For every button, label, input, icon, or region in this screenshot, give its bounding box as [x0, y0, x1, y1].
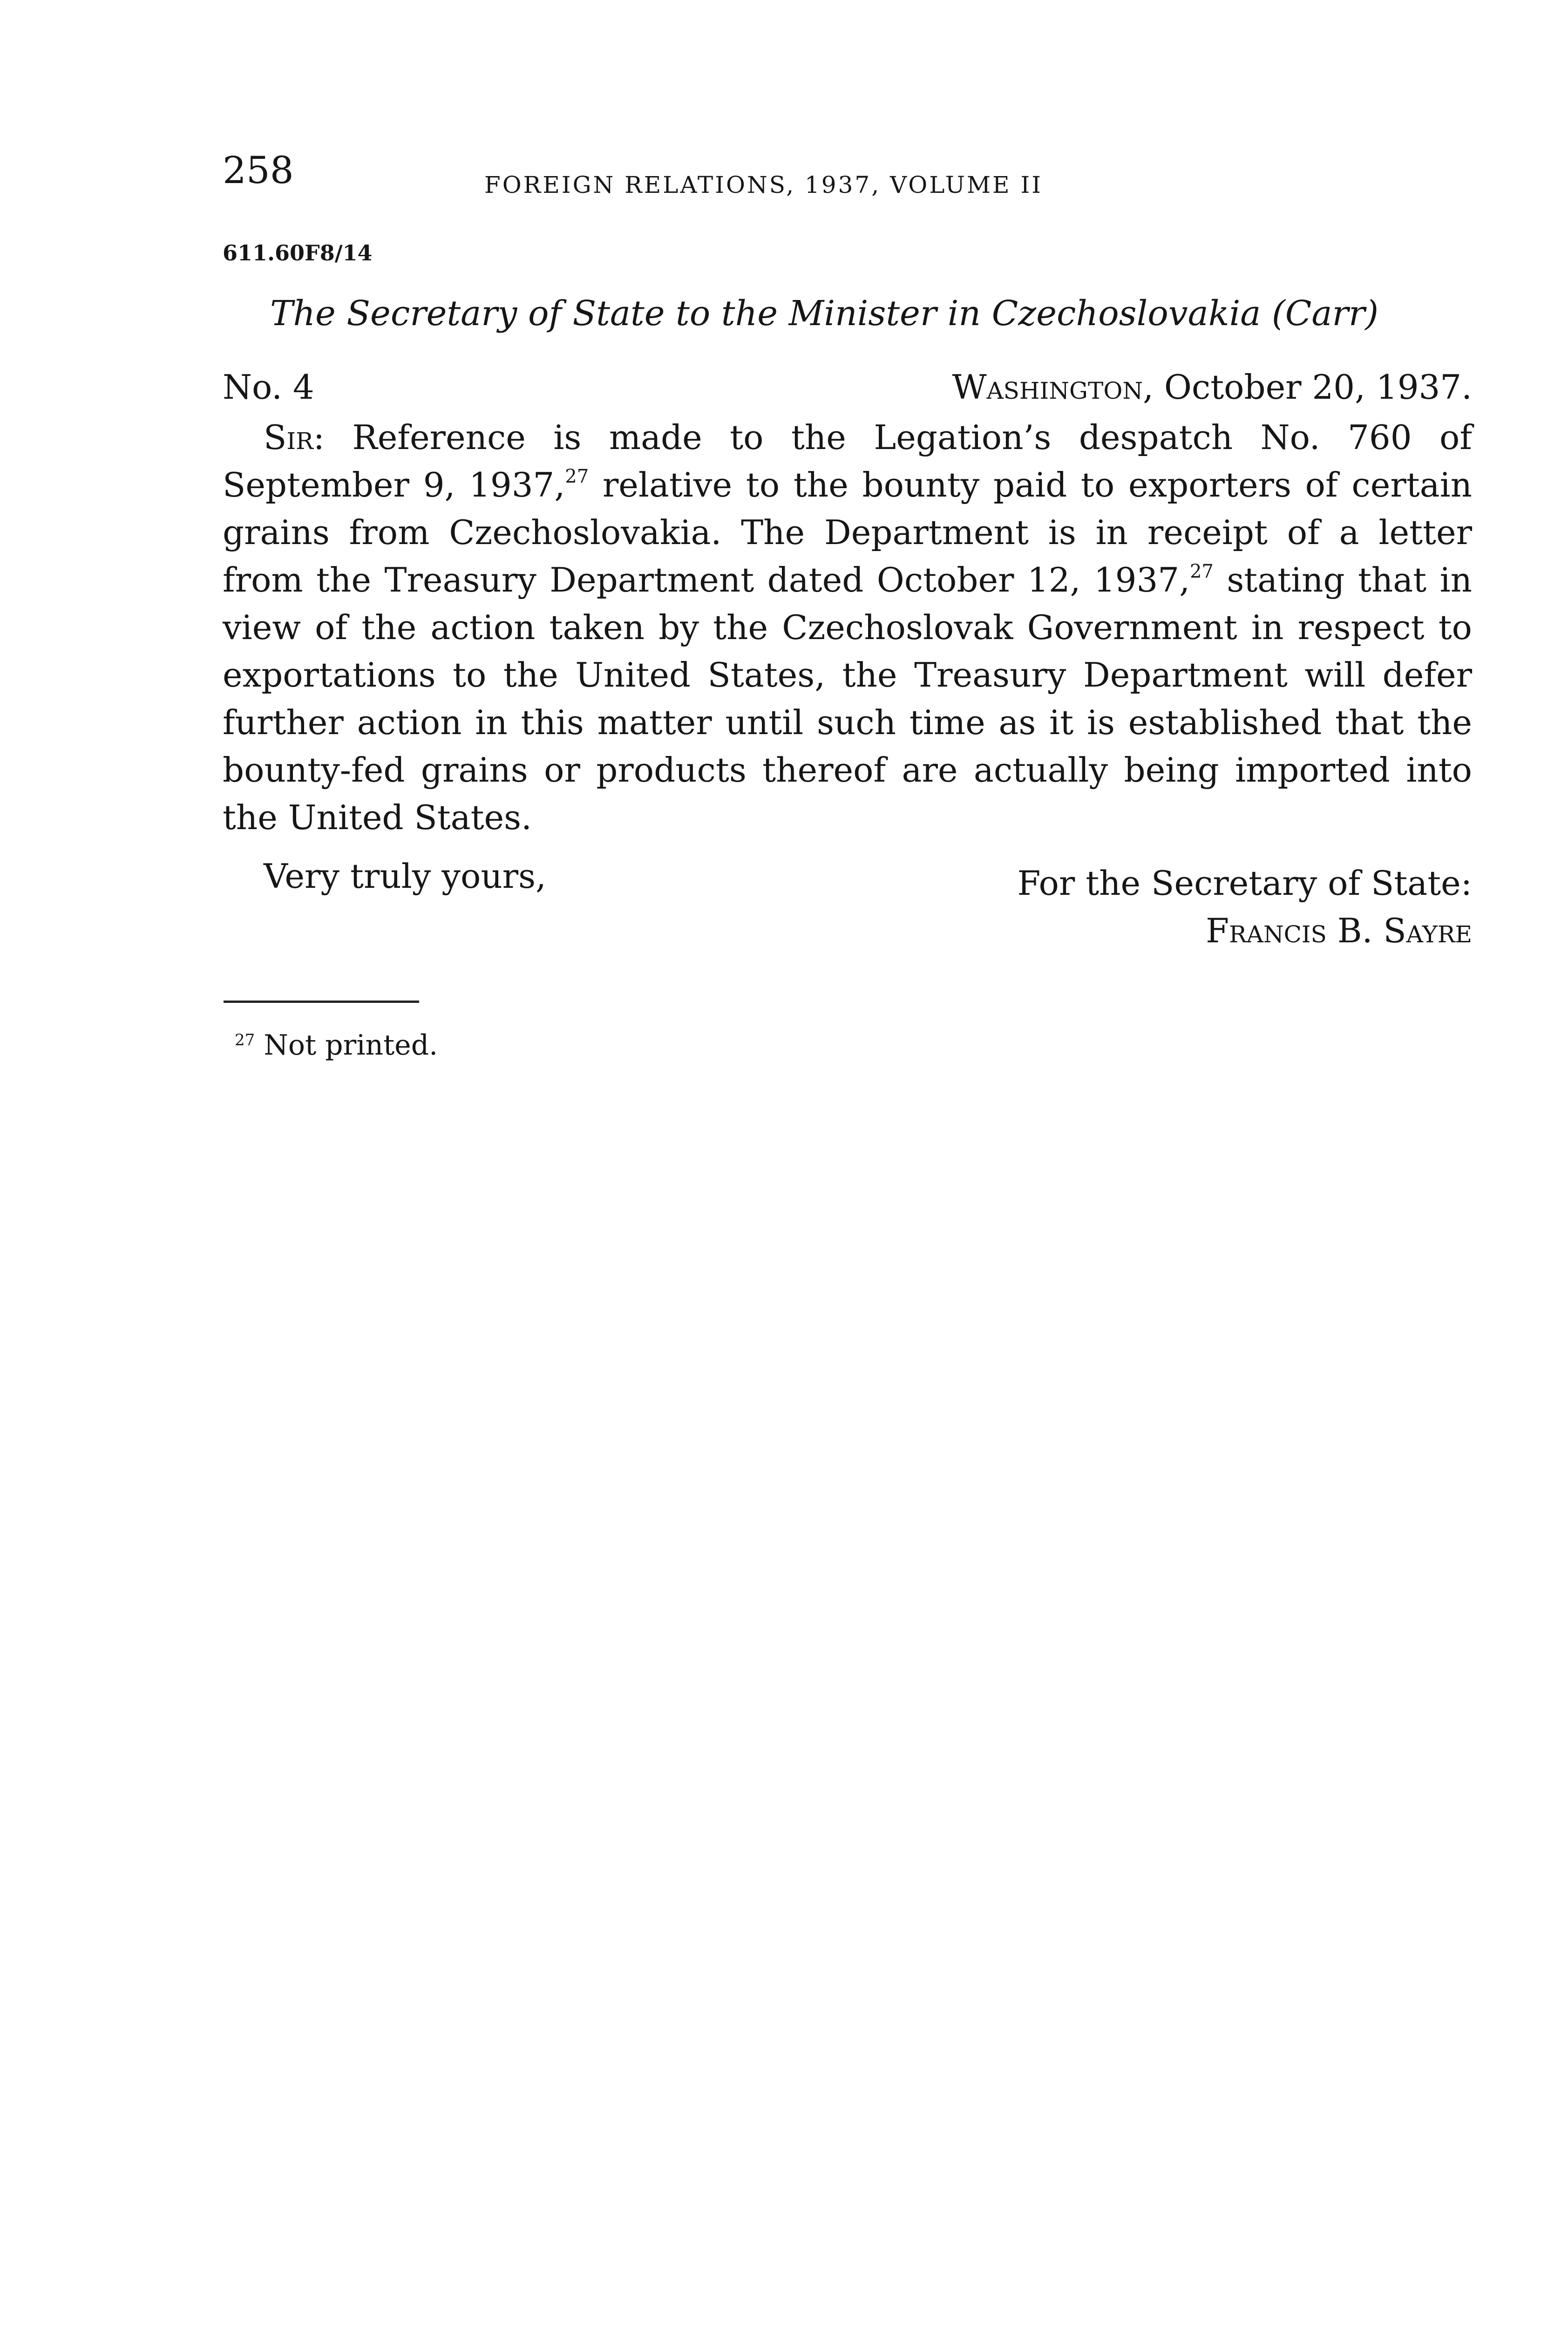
place: Washington: [952, 368, 1143, 407]
date: , October 20, 1937.: [1143, 368, 1472, 407]
salutation: Sir: [264, 418, 313, 457]
footnote: [235, 1029, 438, 1062]
letter-body: [223, 414, 1472, 841]
document-number: No. 4: [223, 368, 314, 407]
signature-line: For the Secretary of State:: [1017, 864, 1472, 903]
footnote-reference: 27: [1189, 561, 1214, 582]
place-date: [952, 368, 1472, 407]
signature-block: [1018, 859, 1472, 954]
signature-name: Francis B. Sayre: [1206, 911, 1472, 950]
footnote-marker: 27: [235, 1031, 255, 1049]
letter-heading: The Secretary of State to the Minister in Czechoslovakia (Carr): [270, 293, 1379, 334]
running-title: FOREIGN RELATIONS, 1937, VOLUME II: [484, 171, 1043, 198]
body-text-part-2: relative to the bounty paid to exporters of certain grains from Czechoslovakia. The Department is in receipt of a letter from the Treasury Department dated October 12, 1937,: [223, 465, 1472, 599]
file-number: 611.60F8/14: [223, 240, 373, 266]
page-number: 258: [223, 149, 294, 192]
footnote-divider: [224, 1001, 419, 1003]
footnote-text: Not printed.: [264, 1029, 438, 1062]
footnote-reference: 27: [565, 466, 589, 487]
body-text-part-3: stating that in view of the action taken by the Czechoslovak Government in respect to exportations to the United States, the Treasury Department will defer further action in this matter until such time as it is established that the bounty-fed grains or products thereof are actually being imported into the United States.: [223, 560, 1472, 837]
body-text-part-1: : Reference is made to the Legation’s despatch No. 760 of September 9, 1937,: [223, 418, 1472, 504]
closing: Very truly yours,: [264, 857, 546, 896]
